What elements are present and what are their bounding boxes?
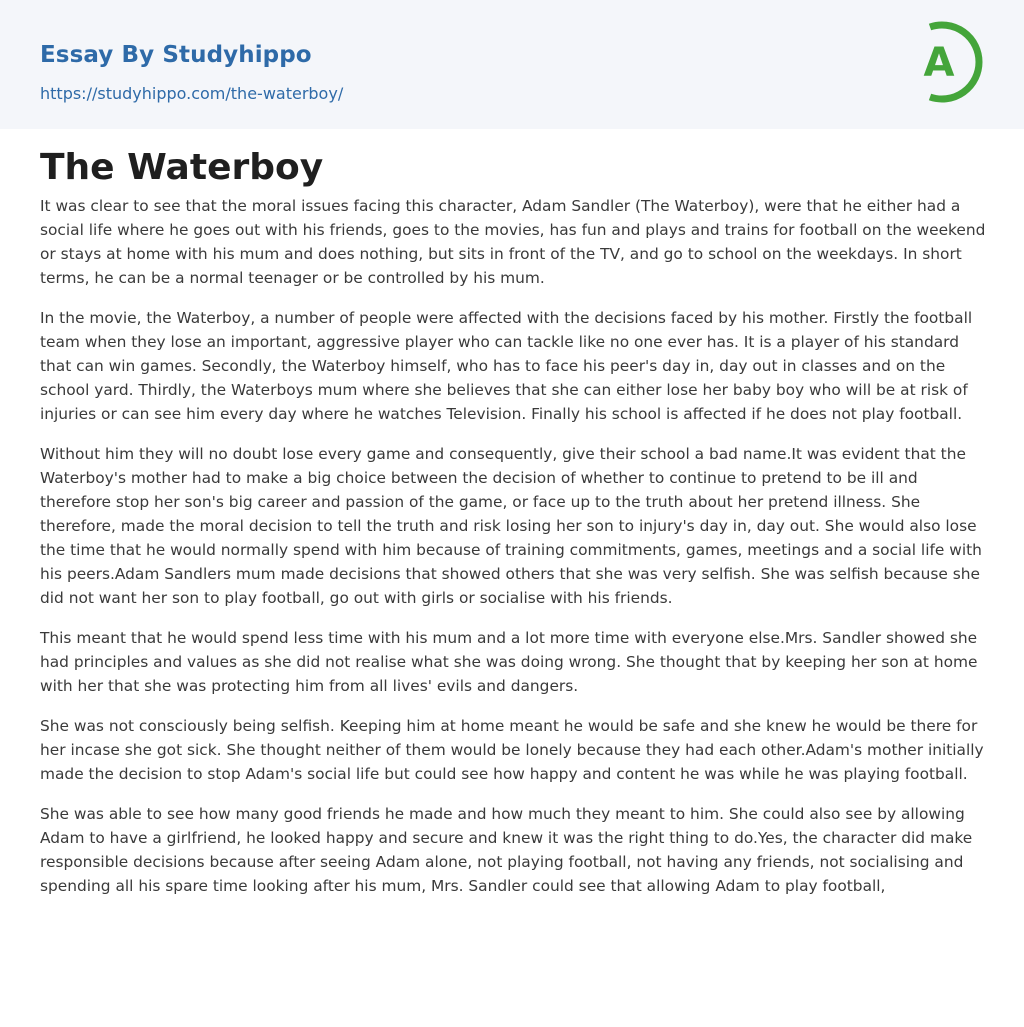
essay-body <box>40 194 986 914</box>
essay-paragraph: In the movie, the Waterboy, a number of people were affected with the decisions faced by his mother. Firstly the football team when they lose an important, aggressive player who can tackle like no one ever has. It is a player of his standard that can win games. Secondly, the Waterboy himself, who has to face his peer's day in, day out in classes and on the school yard. Thirdly, the Waterboys mum where she believes that she can either lose her baby boy who will be at risk of injuries or can see him every day where he watches Television. Finally his school is affected if he does not play football. <box>40 309 973 423</box>
essay-paragraph: She was able to see how many good friends he made and how much they meant to him. She could also see by allowing Adam to have a girlfriend, he looked happy and secure and knew it was the right thing to do.Yes, the character did make responsible decisions because after seeing Adam alone, not playing football, not having any friends, not socialising and spending all his spare time looking after his mum, Mrs. Sandler could see that allowing Adam to play football, <box>40 805 973 895</box>
essay-paragraph: She was not consciously being selfish. Keeping him at home meant he would be safe and she knew he would be there for her incase she got sick. She thought neither of them would be lonely because they had each other.Adam's mother initially made the decision to stop Adam's social life but could see how happy and content he was while he was playing football. <box>40 717 984 783</box>
source-url-link[interactable]: https://studyhippo.com/the-waterboy/ <box>40 84 344 103</box>
essay-paragraph: Without him they will no doubt lose every game and consequently, give their school a bad name.It was evident that the Waterboy's mother had to make a big choice between the decision of whether to continue to pretend to be ill and therefore stop her son's big career and passion of the game, or face up to the truth about her pretend illness. She therefore, made the moral decision to tell the truth and risk losing her son to injury's day in, day out. She would also lose the time that he would normally spend with him because of training commitments, games, meetings and a social life with his peers.Adam Sandlers mum made decisions that showed others that she was very selfish. She was selfish because she did not want her son to play football, go out with girls or socialise with his friends. <box>40 445 982 607</box>
page-title: The Waterboy <box>40 147 324 188</box>
studyhippo-logo-icon[interactable] <box>910 18 988 106</box>
essay-paragraph: This meant that he would spend less time with his mum and a lot more time with everyone else.Mrs. Sandler showed she had principles and values as she did not realise what she was doing wrong. She thought that by keeping her son at home with her that she was protecting him from all lives' evils and dangers. <box>40 629 978 695</box>
essay-paragraph: It was clear to see that the moral issues facing this character, Adam Sandler (The Waterboy), were that he either had a social life where he goes out with his friends, goes to the movies, has fun and plays and trains for football on the weekend or stays at home with his mum and does nothing, but sits in front of the TV, and go to school on the weekdays. In short terms, he can be a normal teenager or be controlled by his mum. <box>40 197 986 287</box>
logo-letter: A <box>923 40 955 86</box>
brand-title: Essay By Studyhippo <box>40 42 312 68</box>
